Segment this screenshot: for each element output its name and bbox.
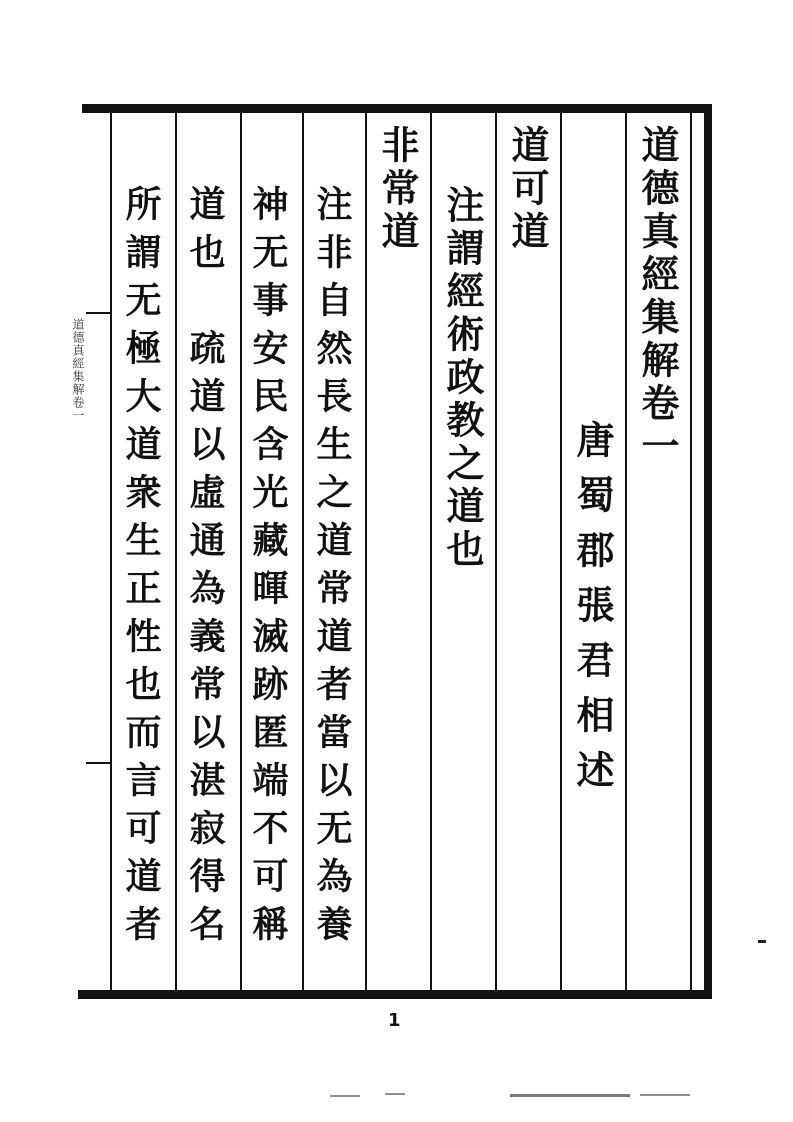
- right-border-outer: [704, 104, 712, 999]
- scan-speck: [330, 1095, 360, 1097]
- bottom-border: [78, 990, 712, 999]
- margin-tick: [86, 762, 110, 764]
- text-column-6: 注非自然長生之道常道者當以无為養: [311, 185, 353, 953]
- scan-speck: [510, 1094, 630, 1097]
- column-divider: [175, 113, 177, 990]
- column-divider: [560, 113, 562, 990]
- title-column: 道德真經集解卷一: [635, 125, 680, 469]
- column-divider: [110, 113, 112, 990]
- top-border: [82, 104, 712, 113]
- author-column: 唐蜀郡張君相述: [570, 420, 615, 805]
- page-number: 1: [388, 1010, 401, 1031]
- column-divider: [302, 113, 304, 990]
- column-divider: [495, 113, 497, 990]
- text-column-5: 非常道: [375, 125, 420, 254]
- right-border-inner: [690, 113, 692, 990]
- margin-tick: [86, 312, 110, 314]
- text-column-8: 道也 疏道以虛通為義常以湛寂得名: [184, 185, 226, 953]
- column-divider: [430, 113, 432, 990]
- column-divider: [240, 113, 242, 990]
- scan-speck: [640, 1094, 690, 1096]
- gutter-title: 道德真經集解卷一: [71, 318, 85, 422]
- text-column-9: 所謂无極大道衆生正性也而言可道者: [120, 185, 162, 953]
- scan-speck: [758, 940, 766, 943]
- column-divider: [625, 113, 627, 990]
- text-column-7: 神无事安民含光藏暉滅跡匿端不可稱: [247, 185, 289, 953]
- text-column-4: 注謂經術政教之道也: [440, 185, 485, 572]
- column-divider: [365, 113, 367, 990]
- scan-speck: [385, 1093, 405, 1095]
- text-column-3: 道可道: [505, 125, 550, 254]
